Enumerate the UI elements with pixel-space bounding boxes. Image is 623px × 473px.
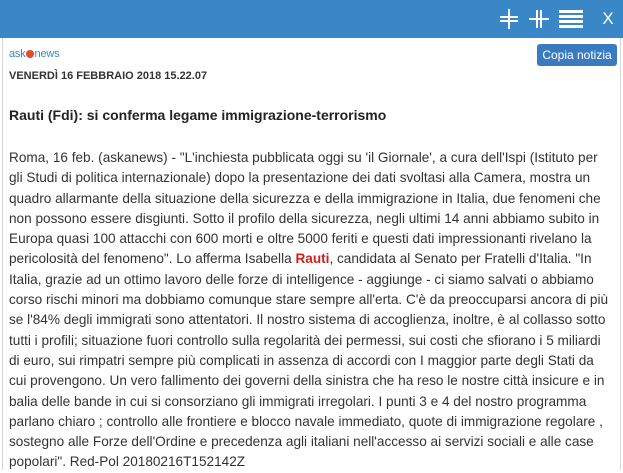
askanews-logo: [9, 48, 59, 60]
menu-icon[interactable]: [557, 0, 585, 38]
top-toolbar: [0, 0, 623, 38]
copy-news-button[interactable]: Copia notizia: [537, 44, 617, 66]
logo-prefix: ask: [9, 48, 26, 60]
logo-dot-icon: [26, 50, 34, 58]
article-body-part1: Roma, 16 feb. (askanews) - "L'inchiesta pubblicata oggi su 'il Giornale', a cura dell'Ispi (Istituto per gli Studi di politica internazionale) dopo la presentazione dei dati svoltasi alla Camera, mostra un quadro allarmante della situazione della sicurezza e della immigrazione in Italia, due fenomeni che non possono essere disgiunti. Sotto il profilo della sicurezza, negli ultimi 14 anni abbiamo subito in Europa quasi 100 attacchi con 600 morti e oltre 5000 feriti e questi dati impressionanti rivelano la pericolosità del fenomeno". Lo afferma Isabella: [9, 150, 601, 267]
logo-suffix: news: [34, 48, 60, 60]
article-date: VENERDÌ 16 FEBBRAIO 2018 15.22.07: [9, 70, 208, 82]
expand-vertical-icon[interactable]: [496, 0, 522, 38]
expand-horizontal-icon[interactable]: [526, 0, 552, 38]
article-title: Rauti (Fdi): si conferma legame immigrazione-terrorismo: [9, 107, 387, 123]
article-body: [9, 148, 612, 473]
article-body-highlight: Rauti: [295, 251, 330, 267]
close-icon[interactable]: X: [602, 9, 614, 28]
article-body-part2: , candidata al Senato per Fratelli d'Italia. "In Italia, grazie ad un ottimo lavoro delle forze di intelligence - aggiunge - ci siamo salvati o abbiamo corso rischi minori ma dobbiamo comunque stare sempre all'erta. C'è da preoccuparsi ancora di più se l'84% degli immigrati sono attentatori. Il nostro sistema di accoglienza, inoltre, è al collasso sotto tutti i profili; situazione fuori controllo sulla regolarità dei permessi, sui costi che sfiorano i 5 miliardi di euro, sui rimpatri sempre più complicati in assenza di accordi con I maggior parte degli Stati da cui provengono. Un vero fallimento dei governi della sinistra che ha reso le nostre città insicure e in balia delle bande in cui si consorziano gli immigrati irregolari. I punti 3 e 4 del nostro programma parlano chiaro ; controllo alle frontiere e blocco navale immediato, quote di immigrazione regolare , sostegno alle Forze dell'Ordine e precedenza agli italiani nell'accesso ai servizi sociali e alle case popolari". Red-Pol 20180216T152142Z: [9, 251, 609, 470]
